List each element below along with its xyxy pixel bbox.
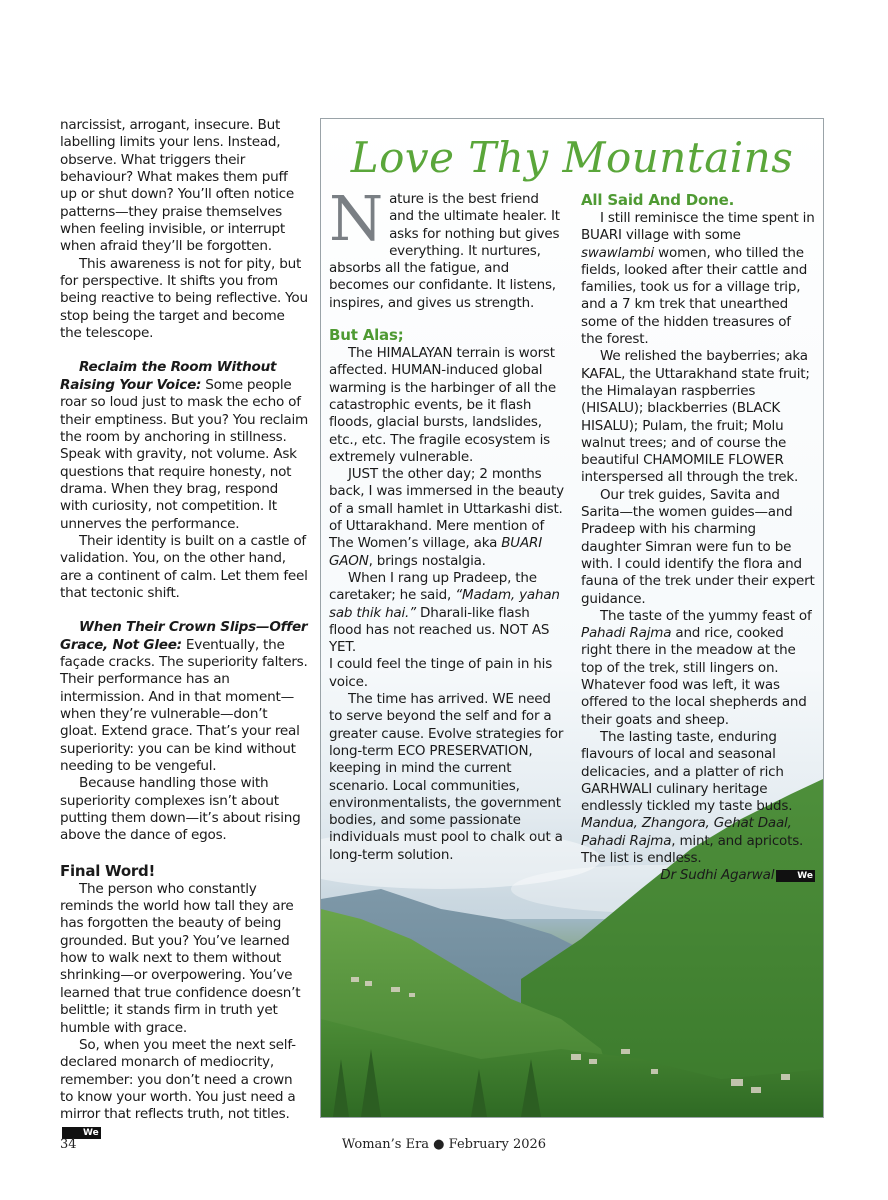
- left-paragraph-4: Their identity is built on a castle of validation. You, on the other hand, are a continent of calm. Let them feel that tectonic shift.: [60, 532, 308, 601]
- box-c2-p5-b: , mint, and apricots. The list is endless.: [581, 832, 804, 866]
- author-name: Dr Sudhi Agarwal: [660, 867, 775, 884]
- box-c2-p4-a: The taste of the yummy feast of: [600, 607, 812, 624]
- box-intro: [329, 182, 565, 312]
- box-c2-paragraph-1: [581, 210, 815, 348]
- love-thy-mountains-box: [320, 118, 824, 1118]
- left-paragraph-6: Because handling those with superiority complexes isn’t about putting them down—it’s about rising above the dance of egos.: [60, 775, 301, 844]
- box-c2-p5-italic: Mandua, Zhangora, Gehat Daal, Pahadi Rajma: [581, 815, 792, 849]
- box-title: Love Thy Mountains: [350, 133, 794, 182]
- left-paragraph-1: narcissist, arrogant, insecure. But labelling limits your lens. Instead, observe. What triggers their behaviour? What makes them puff up or shut down? You’ll often notice patterns—they praise themselves when feeling invisible, or interrupt when afraid they’ll be forgotten.: [60, 117, 294, 255]
- section-text-crown: Eventually, the façade cracks. The superiority falters. Their performance has an intermission. And in that moment—when they’re vulnerable—don’t gloat. Extend grace. That’s your real superiority: you can be kind without needing to be vengeful.: [60, 636, 308, 775]
- magazine-footer: Woman’s Era ● February 2026: [341, 1137, 547, 1152]
- left-paragraph-7: The person who constantly reminds the world how tall they are has forgotten the beauty of being grounded. But you? You’ve learned how to walk next to them without shrinking—or overpowering. You’ve learned that true confidence doesn’t belittle; it stands firm in truth yet humble with grace.: [60, 880, 301, 1036]
- left-paragraph-8: [60, 1037, 308, 1141]
- page-number: 34: [60, 1137, 77, 1152]
- box-c2-paragraph-3: Our trek guides, Savita and Sarita—the women guides—and Pradeep with his charming daughter Simran were fun to be with. I could identify the flora and fauna of the trek under their expert guidance.: [581, 486, 815, 607]
- section-heading-crown: When Their Crown Slips—Offer Grace, Not Glee:: [60, 619, 308, 653]
- box-c2-p1-b: women, who tilled the fields, looked after their cattle and families, took us for a village trip, and a 7 km trek that unearthed some of the hidden treasures of the forest.: [581, 244, 808, 348]
- final-word-heading: Final Word!: [60, 861, 156, 880]
- but-alas-heading: But Alas;: [329, 326, 404, 345]
- box-c1-p2-a: JUST the other day; 2 months back, I was immersed in the beauty of a small hamlet in Uttarkashi dist. of Uttarakhand. Mere mention of The Women’s village, aka: [329, 466, 564, 552]
- box-c1-p3-b: Dharali-like flash flood has not reached us. NOT AS YET.: [329, 604, 550, 656]
- box-c1-paragraph-4: I could feel the tinge of pain in his voice.: [329, 656, 553, 690]
- section-text-reclaim: Some people roar so loud just to mask the echo of their emptiness. But you? You reclaim the room by anchoring in stillness. Speak with gravity, not volume. Ask questions that require honesty, not drama. When they brag, respond with curiosity, not competition. It unnerves the performance.: [60, 376, 308, 532]
- box-c2-p4-italic: Pahadi Rajma: [581, 625, 672, 642]
- box-c2-paragraph-4: [581, 608, 815, 729]
- box-c2-paragraph-5: [581, 729, 815, 867]
- box-column-1: [329, 182, 565, 864]
- box-c1-paragraph-1: The HIMALAYAN terrain is worst affected. HUMAN-induced global warming is the harbinger of all the catastrophic events, be it flash floods, glacial bursts, landslides, etc., etc. The fragile ecosystem is extremely vulnerable.: [329, 345, 556, 465]
- we-box-badge: We: [776, 870, 815, 882]
- box-c1-p2-end: , brings nostalgia.: [368, 552, 486, 569]
- box-c2-paragraph-2: We relished the bayberries; aka KAFAL, the Uttarakhand state fruit; the Himalayan raspberries (HISALU); blackberries (BLACK HISALU); Pulam, the fruit; Molu walnut trees; and of course the beautiful CHAMOMILE FLOWER interspersed all through the trek.: [581, 348, 810, 486]
- left-section-1: [60, 359, 308, 532]
- left-section-2: [60, 619, 308, 775]
- box-intro-text: ature is the best friend and the ultimate healer. It asks for nothing but gives everything. It nurtures, absorbs all the fatigue, and becomes our confidante. It listens, inspires, and gives us strength.: [329, 191, 560, 311]
- box-c2-p1-a: I still reminisce the time spent in BUARI village with some: [581, 210, 815, 244]
- box-c2-p4-b: and rice, cooked right there in the meadow at the top of the trek, still lingers on. Whatever food was left, it was offered to the local shepherds and their goats and sheep.: [581, 625, 807, 728]
- box-c1-p3-a: When I rang up Pradeep, the caretaker; he said,: [329, 569, 537, 604]
- box-c2-p5-a: The lasting taste, enduring flavours of local and seasonal delicacies, and a platter of rich GARHWALI culinary heritage endlessly tickled my taste buds.: [581, 728, 793, 815]
- left-column-article: [60, 117, 308, 1141]
- left-paragraph-2: This awareness is not for pity, but for perspective. It shifts you from being reactive to being reflective. You stop being the target and become the telescope.: [60, 255, 308, 342]
- box-c1-paragraph-2: [329, 466, 565, 570]
- box-c1-paragraph-5: The time has arrived. WE need to serve beyond the self and for a greater cause. Evolve strategies for long-term ECO PRESERVATION, keeping in mind the current scenario. Local communities, environmentalists, the government bodies, and some passionate individuals must pool to chalk out a long-term solution.: [329, 691, 564, 863]
- left-paragraph-8-text: So, when you meet the next self-declared monarch of mediocrity, remember: you don’t need a crown to know your worth. You just need a mirror that reflects truth, not titles.: [60, 1036, 296, 1123]
- box-c1-p3-quote: “Madam, yahan sab thik hai.”: [329, 587, 560, 621]
- box-c2-p1-italic: swawlambi: [581, 244, 655, 261]
- drop-cap: N: [329, 182, 384, 255]
- all-said-heading: All Said And Done.: [581, 191, 735, 209]
- author-signature: [581, 867, 815, 884]
- box-column-2: [581, 191, 815, 885]
- box-c1-p2-italic: BUARI GAON: [329, 535, 542, 569]
- box-c1-paragraph-3: [329, 570, 565, 656]
- we-end-badge: We: [62, 1127, 101, 1139]
- section-heading-reclaim: Reclaim the Room Without Raising Your Voice:: [60, 359, 277, 393]
